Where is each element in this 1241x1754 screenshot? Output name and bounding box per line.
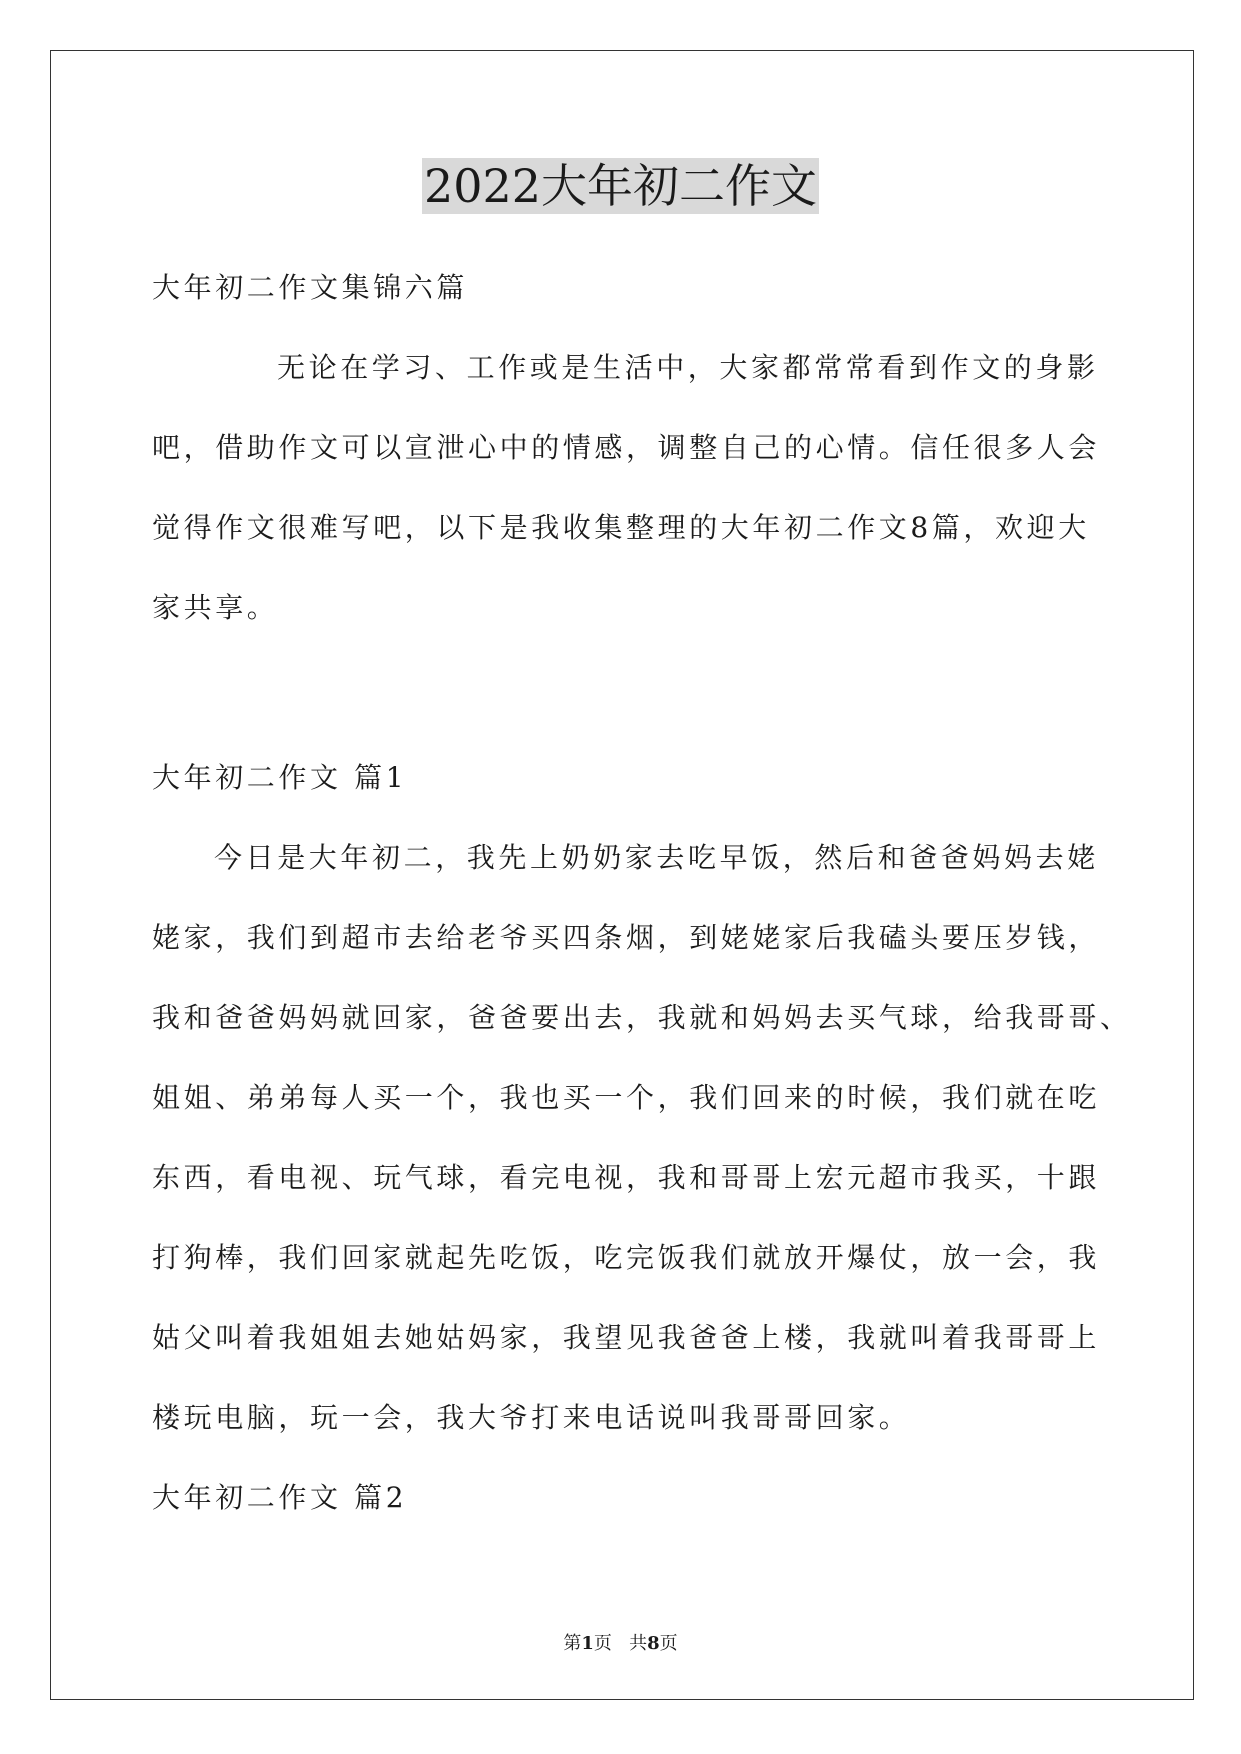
footer-middle: 页 共 — [593, 1633, 648, 1654]
document-title: 2022大年初二作文 — [423, 159, 818, 213]
section1-line: 姥家，我们到超市去给老爷买四条烟，到姥姥家后我磕头要压岁钱， — [152, 921, 1101, 954]
section1-line: 今日是大年初二，我先上奶奶家去吃早饭，然后和爸爸妈妈去姥 — [214, 841, 1099, 874]
section1-line: 楼玩电脑，玩一会，我大爷打来电话说叫我哥哥回家。 — [152, 1401, 911, 1434]
intro-line: 吧，借助作文可以宣泄心中的情感，调整自己的心情。信任很多人会 — [152, 431, 1101, 464]
section1-line: 打狗棒，我们回家就起先吃饭，吃完饭我们就放开爆仗，放一会，我 — [152, 1241, 1101, 1274]
title-container — [0, 158, 1241, 214]
section-heading-2: 大年初二作文 篇2 — [152, 1481, 408, 1514]
intro-line: 觉得作文很难写吧，以下是我收集整理的大年初二作文8篇，欢迎大 — [152, 511, 1090, 544]
section1-line: 东西，看电视、玩气球，看完电视，我和哥哥上宏元超市我买，十跟 — [152, 1161, 1101, 1194]
subtitle: 大年初二作文集锦六篇 — [152, 271, 469, 304]
footer-suffix: 页 — [659, 1633, 678, 1654]
section-heading-1: 大年初二作文 篇1 — [152, 761, 408, 794]
footer-prefix: 第 — [563, 1633, 582, 1654]
intro-line: 无论在学习、工作或是生活中，大家都常常看到作文的身影 — [277, 351, 1099, 384]
intro-line: 家共享。 — [152, 591, 279, 624]
footer-page-number: 1 — [581, 1633, 594, 1654]
page-footer — [0, 1632, 1241, 1656]
section1-line: 姐姐、弟弟每人买一个，我也买一个，我们回来的时候，我们就在吃 — [152, 1081, 1101, 1114]
footer-total-pages: 8 — [647, 1633, 660, 1654]
section1-line: 姑父叫着我姐姐去她姑妈家，我望见我爸爸上楼，我就叫着我哥哥上 — [152, 1321, 1101, 1354]
section1-line: 我和爸爸妈妈就回家，爸爸要出去，我就和妈妈去买气球，给我哥哥、 — [152, 1001, 1132, 1034]
